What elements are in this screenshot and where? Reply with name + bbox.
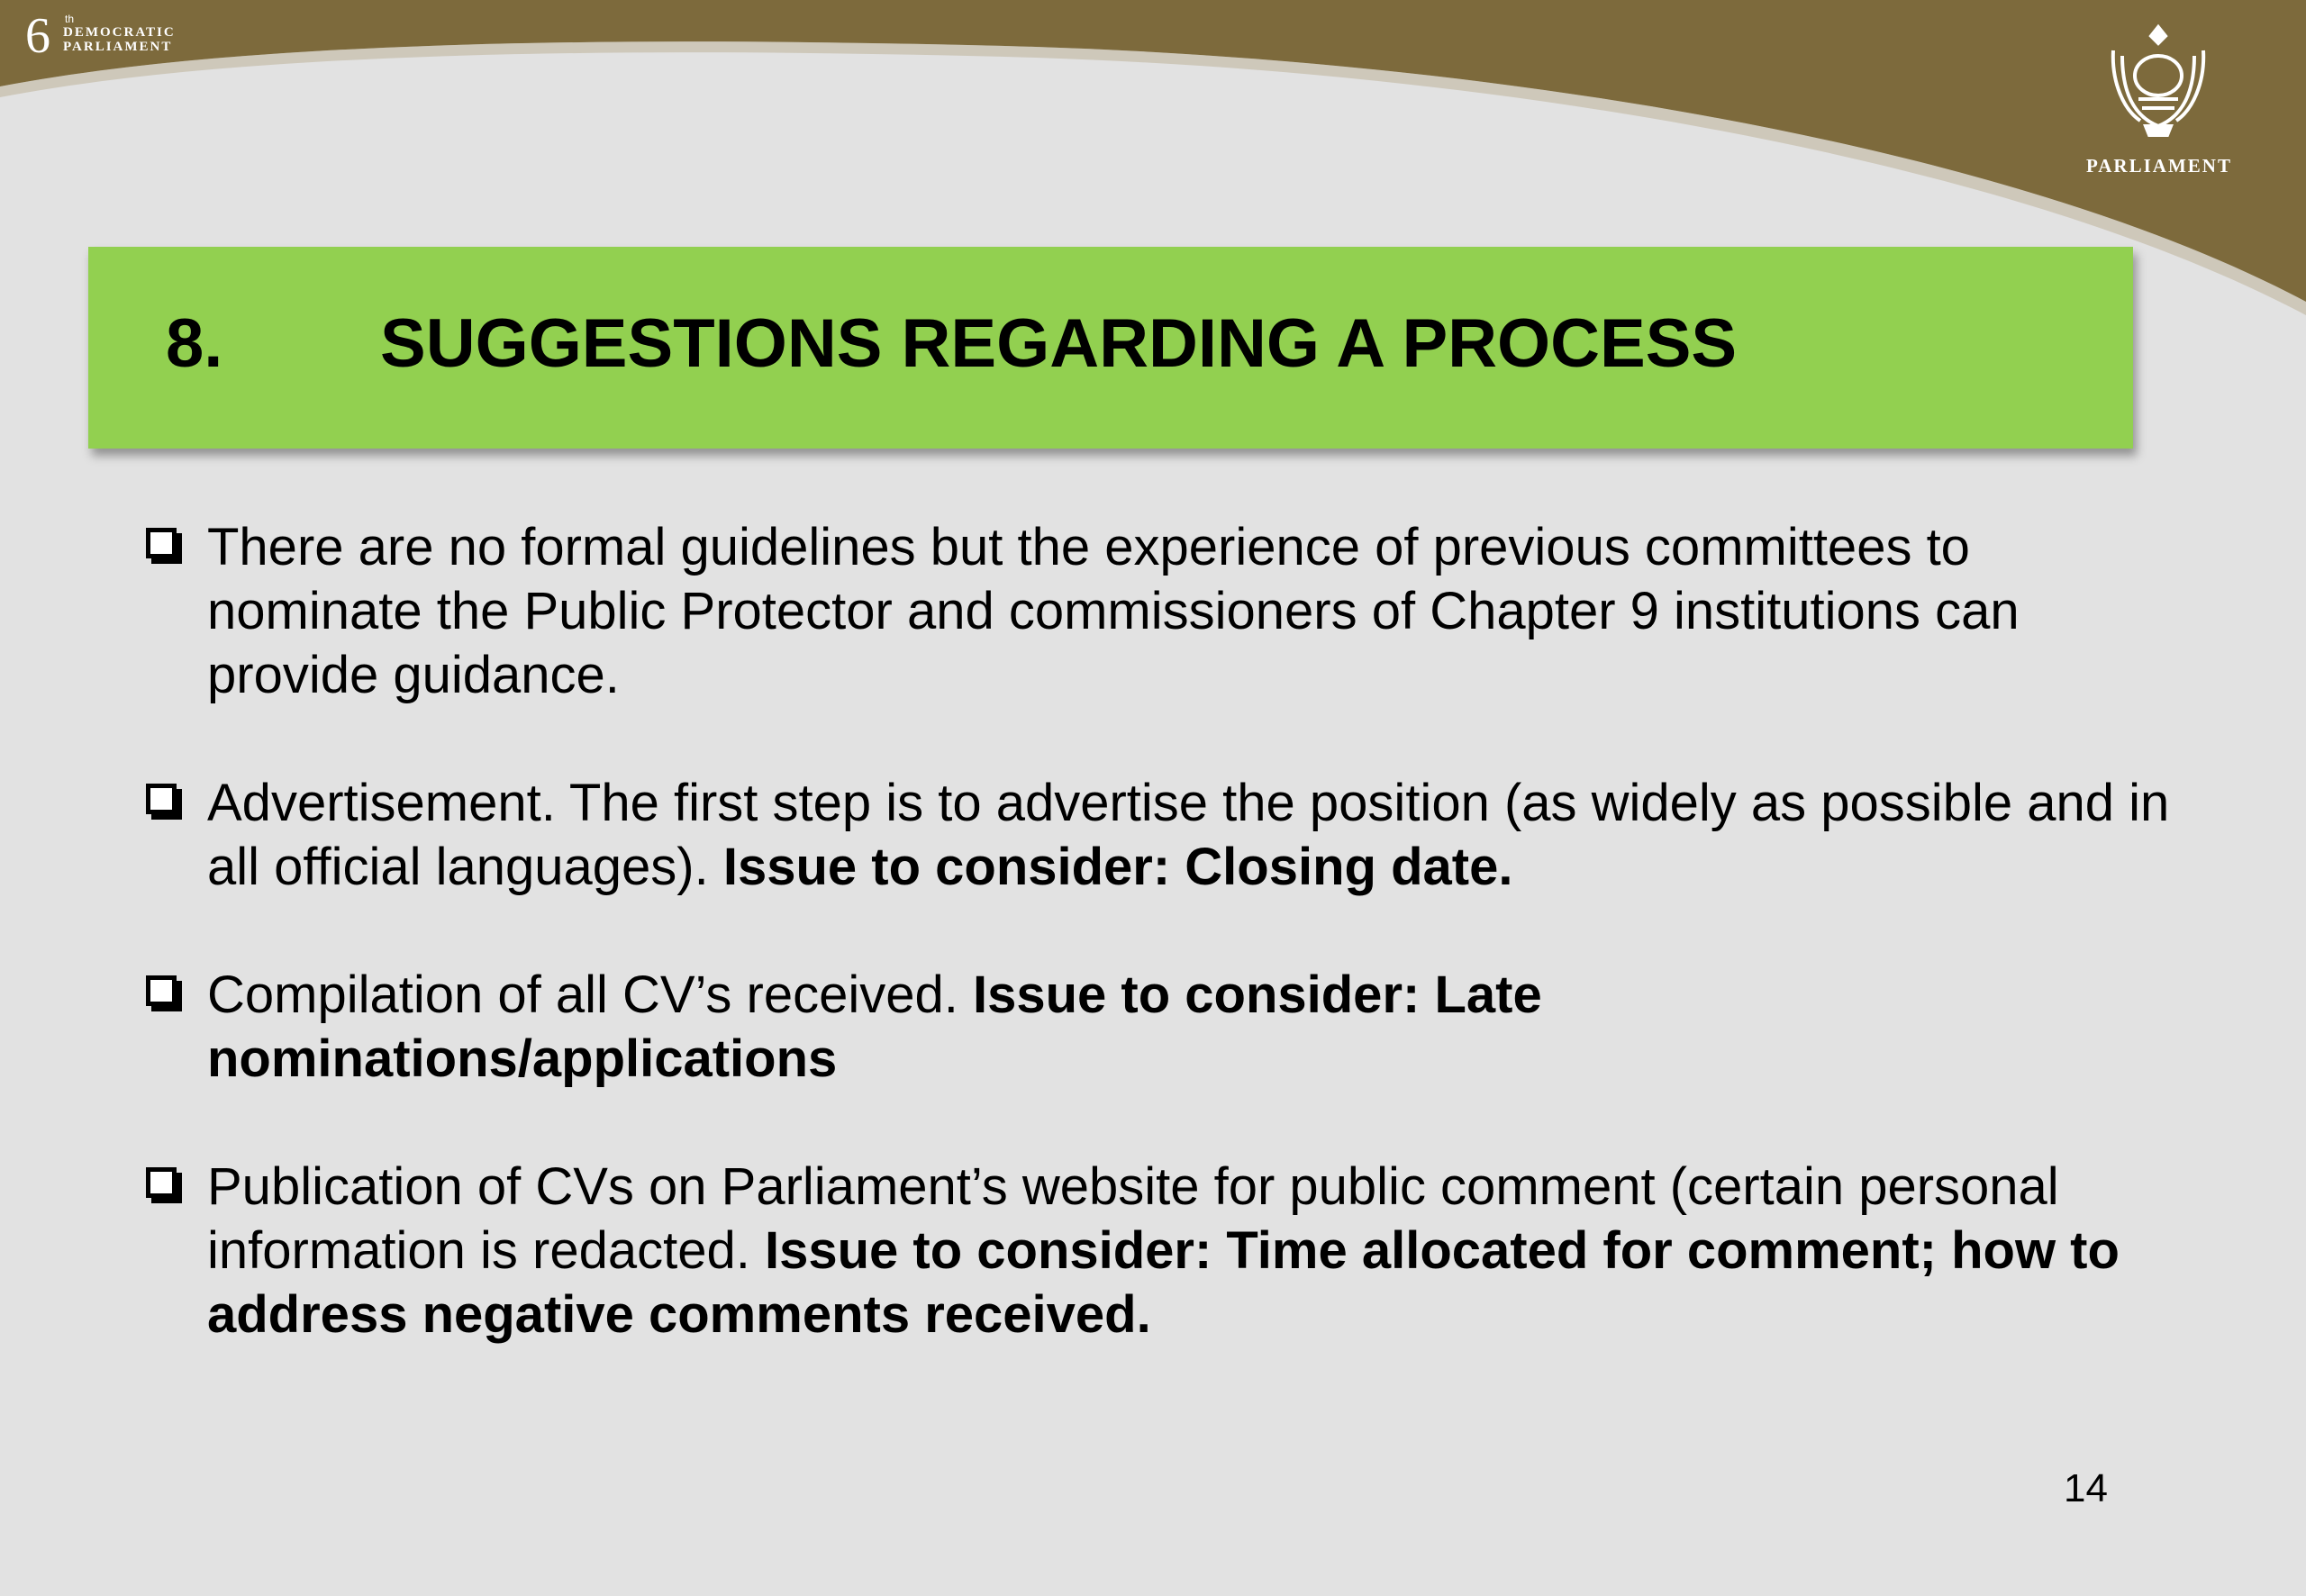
- bullet-item: [144, 963, 2180, 1091]
- bullet-text: Advertisement. The first step is to advertise the position (as widely as possible and in all official languages).: [207, 774, 2170, 896]
- logo-numeral: 6: [25, 8, 50, 64]
- bullet-item: [144, 1155, 2180, 1347]
- checkbox-bullet-icon: [146, 1167, 177, 1198]
- logo-line-1: DEMOCRATIC: [63, 25, 176, 40]
- checkbox-bullet-icon: [146, 784, 177, 814]
- parliament-label: PARLIAMENT: [2086, 155, 2232, 177]
- bullet-text: There are no formal guidelines but the experience of previous committees to nominate the Public Protector and commissioners of Chapter 9 institutions can provide guidance.: [207, 518, 2020, 704]
- logo-superscript: th: [65, 13, 75, 25]
- bullet-issue: Issue to consider: Time allocated for comment; how to address negative comments received.: [207, 1221, 2120, 1344]
- bullet-item: [144, 515, 2180, 707]
- page-number: 14: [2064, 1466, 2108, 1510]
- bullet-text: Publication of CVs on Parliament’s website for public comment (certain personal information is redacted.: [207, 1157, 2059, 1280]
- section-number: 8.: [166, 305, 223, 382]
- bullet-item: [144, 771, 2180, 899]
- bullet-list: [144, 515, 2180, 1410]
- title-banner: [88, 247, 2133, 449]
- logo-line-2: PARLIAMENT: [63, 40, 173, 54]
- slide-title: SUGGESTIONS REGARDING A PROCESS: [380, 305, 1738, 382]
- bullet-issue: Issue to consider: Closing date.: [722, 838, 1513, 896]
- sixth-parliament-logo: [25, 9, 178, 63]
- checkbox-bullet-icon: [146, 528, 177, 558]
- bullet-issue: Issue to consider: Late nominations/applications: [207, 966, 1542, 1088]
- parliament-logo: [2086, 20, 2230, 182]
- bullet-text: Compilation of all CV’s received.: [207, 966, 973, 1024]
- checkbox-bullet-icon: [146, 975, 177, 1006]
- parliament-crest-icon: [2104, 20, 2212, 146]
